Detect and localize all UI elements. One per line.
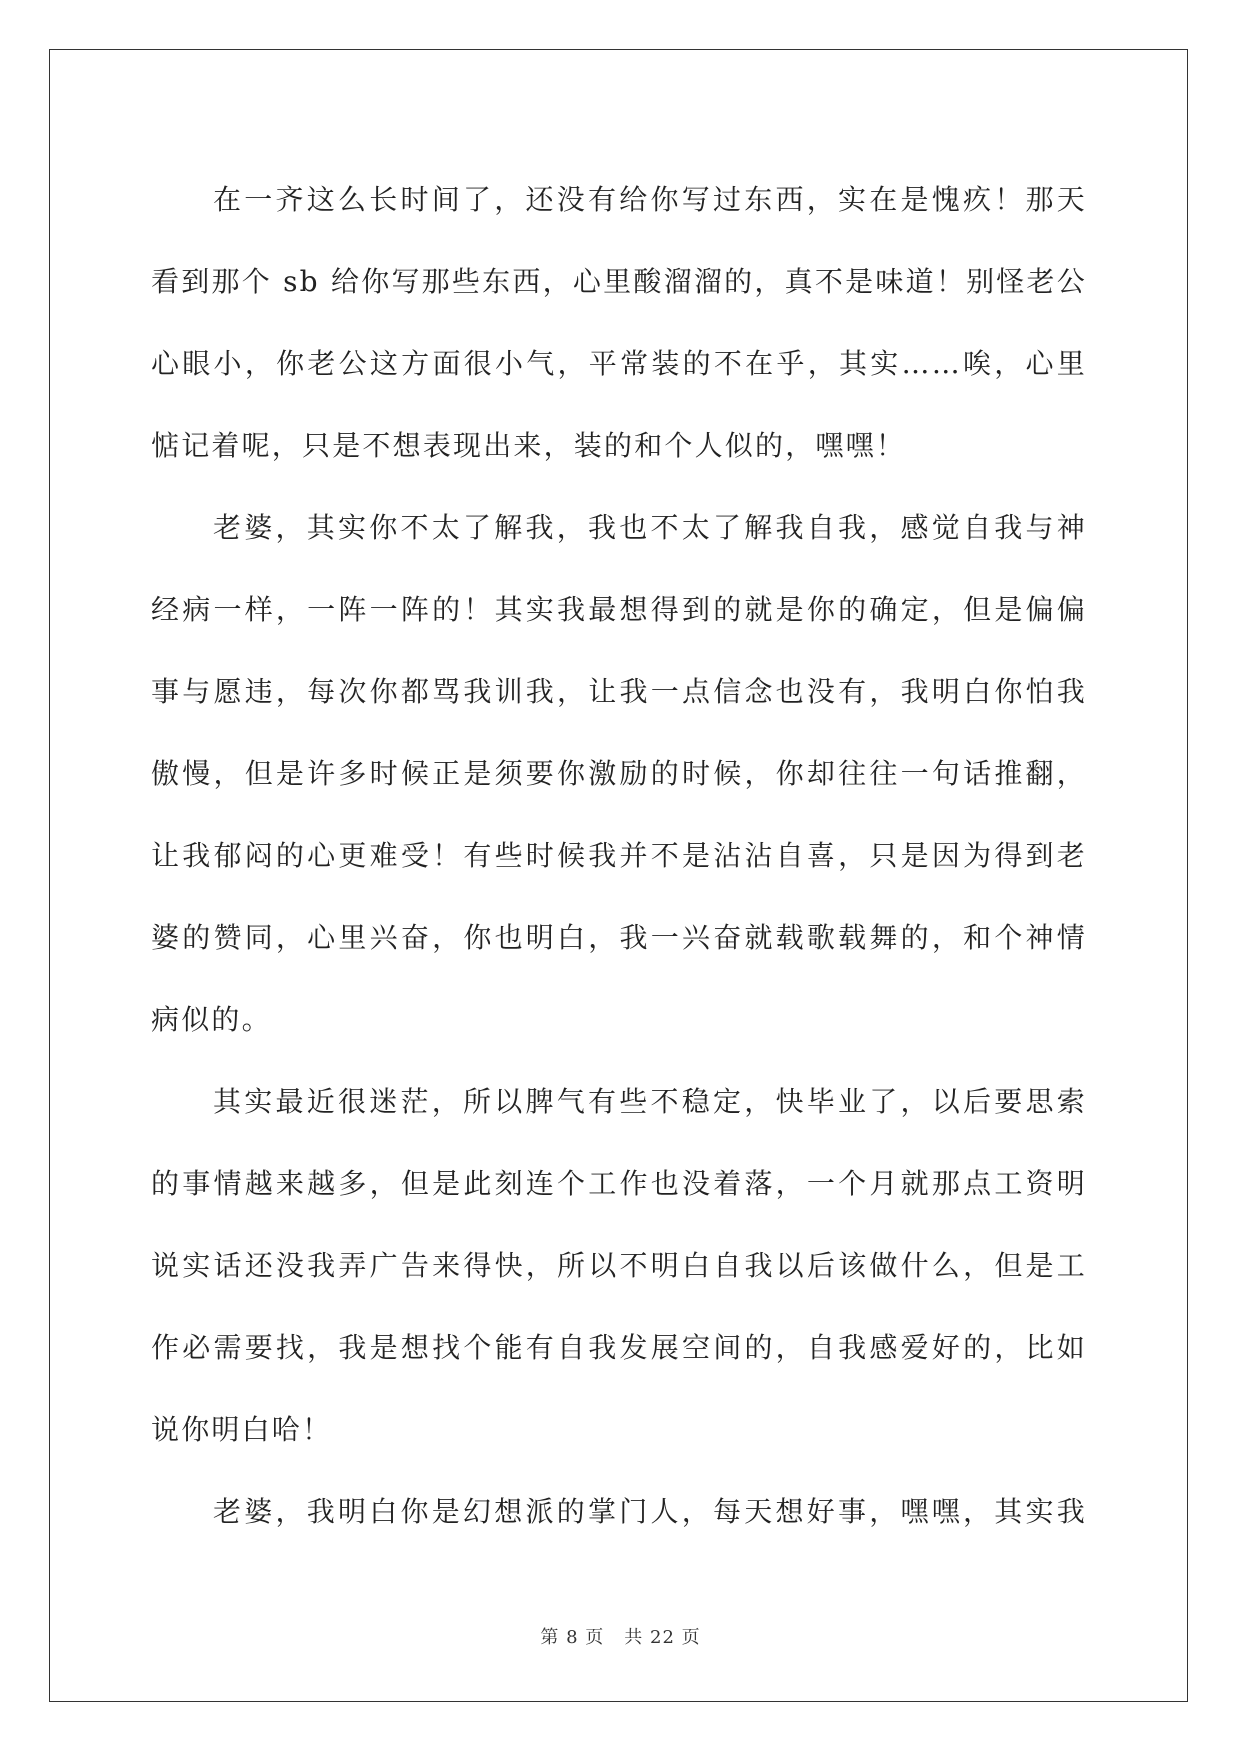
text-line: 其实最近很迷茫，所以脾气有些不稳定，快毕业了，以后要思索: [213, 1085, 1087, 1118]
text-line: 病似的。: [151, 1003, 272, 1036]
text-line: 傲慢，但是许多时候正是须要你激励的时候，你却往往一句话推翻，: [151, 757, 1087, 790]
text-line: 的事情越来越多，但是此刻连个工作也没着落，一个月就那点工资明: [151, 1167, 1087, 1200]
text-line: 婆的赞同，心里兴奋，你也明白，我一兴奋就载歌载舞的，和个神情: [151, 921, 1087, 954]
text-line: 在一齐这么长时间了，还没有给你写过东西，实在是愧疚！那天: [213, 183, 1087, 216]
text-line: 老婆，我明白你是幻想派的掌门人，每天想好事，嘿嘿，其实我: [213, 1495, 1087, 1528]
document-body: [151, 159, 1087, 1553]
text-line: 作必需要找，我是想找个能有自我发展空间的，自我感爱好的，比如: [151, 1331, 1087, 1364]
text-line: 经病一样，一阵一阵的！其实我最想得到的就是你的确定，但是偏偏: [151, 593, 1087, 626]
text-line: 说你明白哈！: [151, 1413, 333, 1446]
text-line: 让我郁闷的心更难受！有些时候我并不是沾沾自喜，只是因为得到老: [151, 839, 1087, 872]
paragraph: [151, 1471, 1087, 1553]
text-line: 老婆，其实你不太了解我，我也不太了解我自我，感觉自我与神: [213, 511, 1087, 544]
text-line: 惦记着呢，只是不想表现出来，装的和个人似的，嘿嘿！: [151, 429, 907, 462]
page-total: 共 22 页: [624, 1627, 701, 1648]
text-line: 事与愿违，每次你都骂我训我，让我一点信念也没有，我明白你怕我: [151, 675, 1087, 708]
paragraph: [151, 487, 1087, 1061]
text-line: 心眼小，你老公这方面很小气，平常装的不在乎，其实……唉，心里: [151, 347, 1087, 380]
page-footer: [0, 1623, 1241, 1649]
paragraph: [151, 159, 1087, 487]
page-number: 第 8 页: [540, 1627, 605, 1648]
text-line: 看到那个 sb 给你写那些东西，心里酸溜溜的，真不是味道！别怪老公: [151, 265, 1087, 298]
text-line: 说实话还没我弄广告来得快，所以不明白自我以后该做什么，但是工: [151, 1249, 1087, 1282]
paragraph: [151, 1061, 1087, 1471]
